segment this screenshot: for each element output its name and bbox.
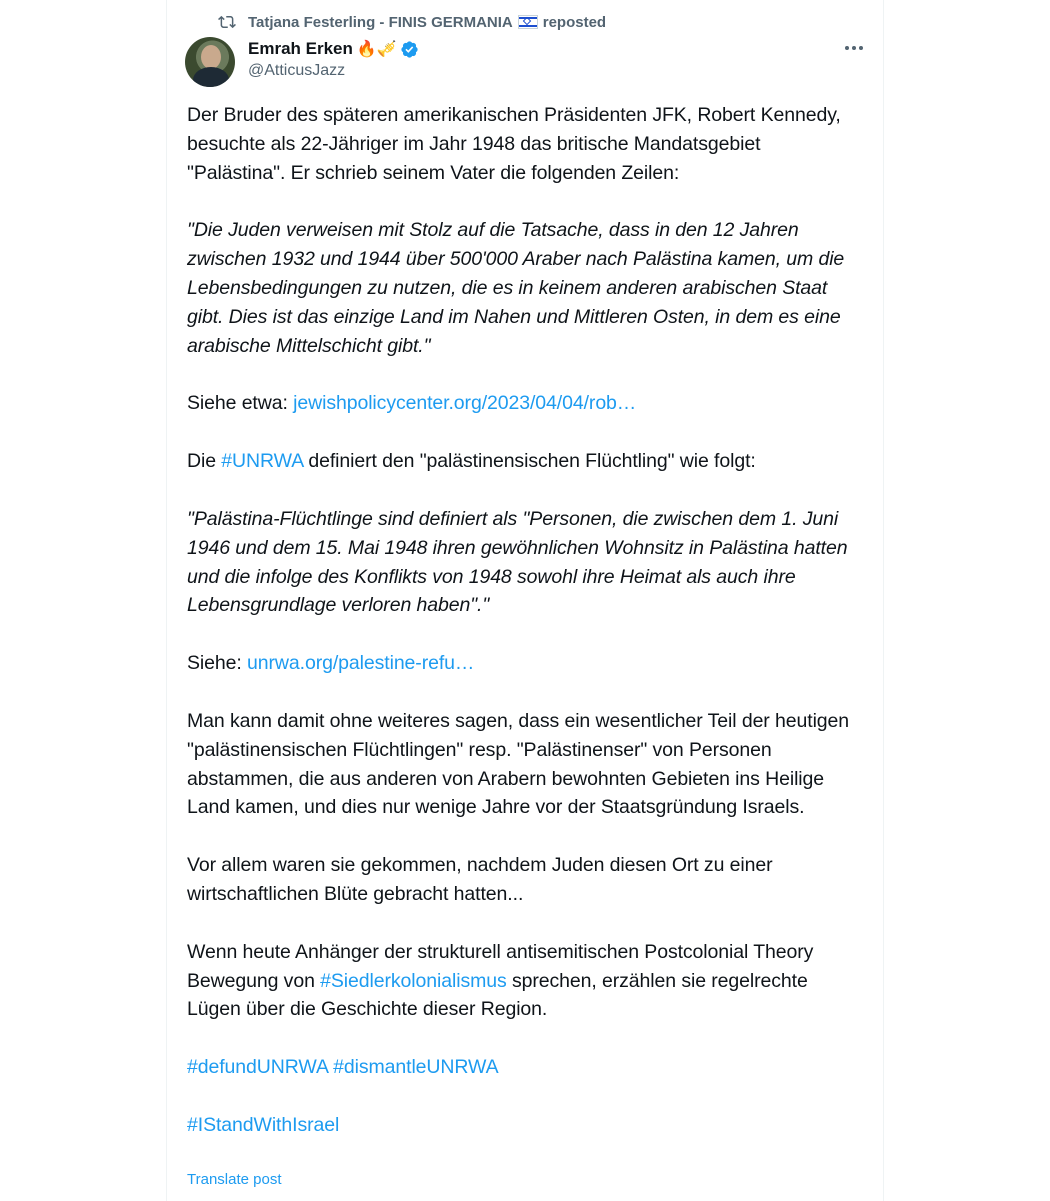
hashtag-link[interactable]: #IStandWithIsrael — [187, 1113, 340, 1136]
post-quote: "Palästina-Flüchtlinge sind definiert als "Personen, die zwischen dem 1. Juni 1946 und dem 15. Mai 1948 ihren gewöhnlichen Wohnsitz in Palästina hatten und die infolge des Konflikts von 1948 sowohl ihre Heimat als auch ihre Lebensgrundlage verloren haben"." — [187, 507, 848, 617]
author-handle[interactable]: @AtticusJazz — [248, 62, 346, 79]
post-text — [187, 101, 863, 1140]
text-span: definiert den "palästinensischen Flüchtling" wie folgt: — [303, 450, 756, 473]
more-options-icon[interactable] — [840, 38, 868, 58]
external-link[interactable]: jewishpolicycenter.org/2023/04/04/rob… — [293, 392, 637, 415]
verified-badge-icon — [400, 40, 419, 59]
external-link[interactable]: unrwa.org/palestine-refu… — [247, 652, 475, 675]
hashtag-link[interactable]: #dismantleUNRWA — [333, 1056, 499, 1079]
repost-user[interactable]: Tatjana Festerling - FINIS GERMANIA — [248, 13, 513, 31]
post-paragraph — [187, 649, 863, 678]
see-prefix: Siehe etwa: — [187, 392, 294, 415]
hashtag-link[interactable]: #Siedlerkolonialismus — [320, 969, 507, 992]
post-paragraph: Der Bruder des späteren amerikanischen Präsidenten JFK, Robert Kennedy, besuchte als 22-Jähriger im Jahr 1948 das britische Mandatsgebiet "Palästina". Er schrieb seinem Vater die folgenden Zeilen: — [187, 104, 841, 184]
post-paragraph: Vor allem waren sie gekommen, nachdem Juden diesen Ort zu einer wirtschaftlichen Blüte gebracht hatten... — [187, 854, 773, 905]
post-paragraph — [187, 447, 863, 476]
hashtag-line — [187, 1111, 863, 1140]
repost-suffix: reposted — [542, 13, 607, 31]
author-name[interactable]: Emrah Erken — [248, 39, 353, 58]
repost-header[interactable] — [218, 12, 606, 32]
text-span: Wenn heute Anhänger der strukturell antisemitischen Postcolonial Theory Bewegung von — [187, 940, 814, 992]
hashtag-link[interactable]: #defundUNRWA — [187, 1056, 328, 1079]
post-paragraph — [187, 938, 863, 1024]
translate-post-link[interactable]: Translate post — [187, 1171, 282, 1188]
post-paragraph — [187, 389, 863, 418]
avatar[interactable] — [185, 37, 235, 87]
see-prefix: Siehe: — [187, 652, 248, 675]
text-span: Die — [187, 450, 222, 473]
post-quote: "Die Juden verweisen mit Stolz auf die Tatsache, dass in den 12 Jahren zwischen 1932 und 1944 über 500'000 Araber nach Palästina kamen, um die Lebensbedingungen zu nutzen, die es in keinem anderen arabischen Staat gibt. Dies ist das einzige Land im Nahen und Mittleren Osten, in dem es eine arabische Mittelschicht gibt." — [187, 219, 845, 357]
post-paragraph: Man kann damit ohne weiteres sagen, dass ein wesentlicher Teil der heutigen "palästinensischen Flüchtlingen" resp. "Palästinenser" von Personen abstammen, die aus anderen von Arabern bewohnten Gebieten ins Heilige Land kamen, und dies nur wenige Jahre vor der Staatsgründung Israels. — [187, 709, 850, 819]
israel-flag-icon — [518, 15, 538, 29]
author-emojis: 🔥🎺 — [356, 41, 397, 58]
author-name-row[interactable] — [248, 37, 419, 61]
hashtag-link[interactable]: #UNRWA — [221, 450, 304, 473]
hashtag-line — [187, 1053, 863, 1082]
repost-icon — [218, 13, 236, 31]
text-span: sprechen, erzählen sie regelrechte Lügen über die Geschichte dieser Region. — [187, 969, 808, 1021]
